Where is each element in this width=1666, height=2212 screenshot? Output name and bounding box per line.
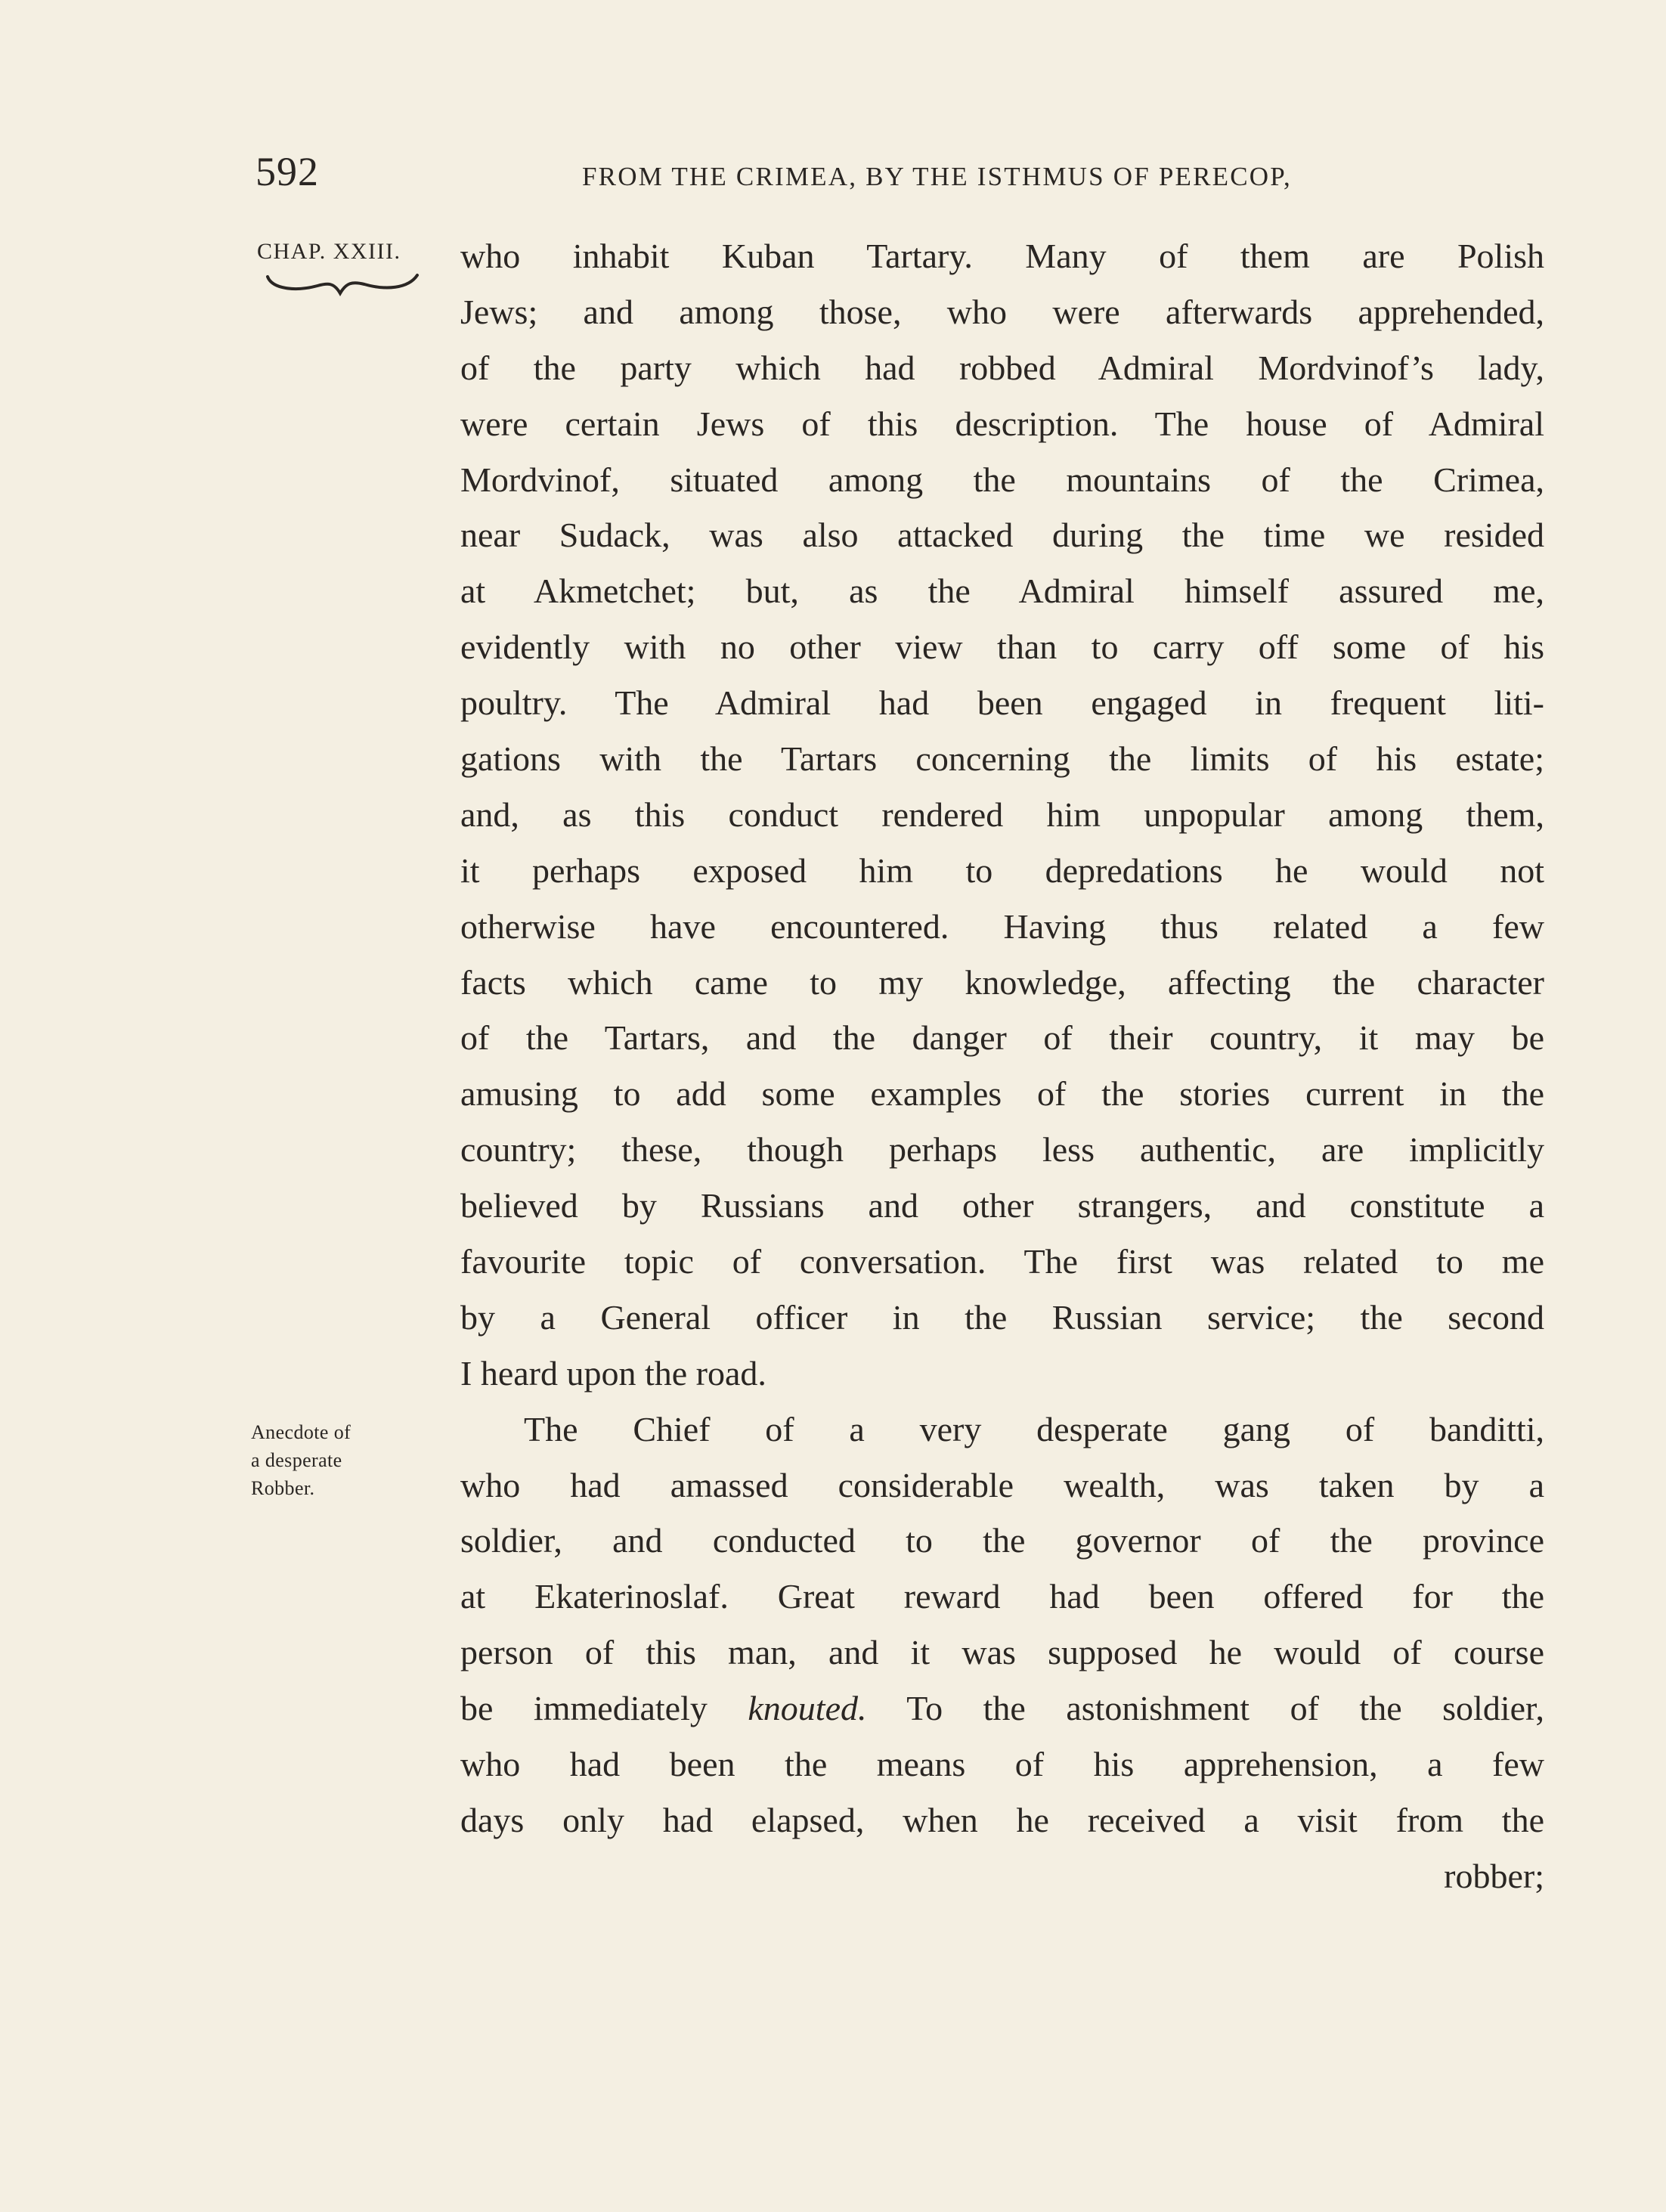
text-line: Mordvinof, situated among the mountains of the Crimea, [460,460,1544,499]
catchword: robber; [1444,1856,1544,1895]
text-line: and, as this conduct rendered him unpopular among them, [460,795,1544,834]
text-line: at Ekaterinoslaf. Great reward had been offered for the [460,1577,1544,1616]
emphasis-word: knouted. [748,1689,867,1728]
text-line: amusing to add some examples of the stories current in the [460,1074,1544,1114]
sidenote-line: Anecdote of [251,1421,351,1443]
chapter-ornament [265,272,420,302]
text-line: country; these, though perhaps less authentic, are implicitly [460,1130,1544,1170]
text-line: of the Tartars, and the danger of their country, it may be [460,1018,1544,1058]
text-line: poultry. The Admiral had been engaged in frequent liti- [460,683,1544,723]
sidenote-line: Robber. [251,1477,315,1499]
text-fragment: To the astonishment of the soldier, [866,1689,1544,1728]
chapter-label: CHAP. XXIII. [257,239,401,264]
text-line: gations with the Tartars concerning the limits of his estate; [460,739,1544,779]
text-line: of the party which had robbed Admiral Mordvinof’s lady, [460,348,1544,387]
text-line: facts which came to my knowledge, affecting the character [460,962,1544,1002]
text-line: otherwise have encountered. Having thus related a few [460,906,1544,946]
text-line: Jews; and among those, who were afterwards apprehended, [460,292,1544,331]
text-line [460,1681,1544,1736]
text-line: it perhaps exposed him to depredations he would not [460,850,1544,890]
text-line: believed by Russians and other strangers, and constitute a [460,1186,1544,1225]
text-line: at Akmetchet; but, as the Admiral himself assured me, [460,572,1544,611]
text-line: evidently with no other view than to carry off some of his [460,627,1544,667]
body-text [460,228,1544,1904]
text-line: soldier, and conducted to the governor of the province [460,1521,1544,1560]
text-fragment: be immediately [460,1689,748,1728]
text-line: I heard upon the road. [460,1353,766,1393]
text-line: by a General officer in the Russian service; the second [460,1297,1544,1337]
text-line: were certain Jews of this description. The house of Admiral [460,404,1544,443]
text-line: who had been the means of his apprehension, a few [460,1745,1544,1784]
page-number: 592 [255,149,319,194]
running-head: FROM THE CRIMEA, BY THE ISTHMUS OF PERECOP, [582,162,1292,191]
text-line: favourite topic of conversation. The first was related to me [460,1242,1544,1281]
text-line: days only had elapsed, when he received a visit from the [460,1800,1544,1839]
text-line: near Sudack, was also attacked during the time we resided [460,516,1544,555]
text-line: who had amassed considerable wealth, was taken by a [460,1465,1544,1504]
sidenote [251,1418,351,1502]
text-line: The Chief of a very desperate gang of banditti, [524,1409,1544,1448]
text-line: who inhabit Kuban Tartary. Many of them are Polish [460,237,1544,275]
text-line: person of this man, and it was supposed he would of course [460,1633,1544,1672]
sidenote-line: a desperate [251,1449,342,1471]
chapter-ornament-flourish [268,275,417,293]
